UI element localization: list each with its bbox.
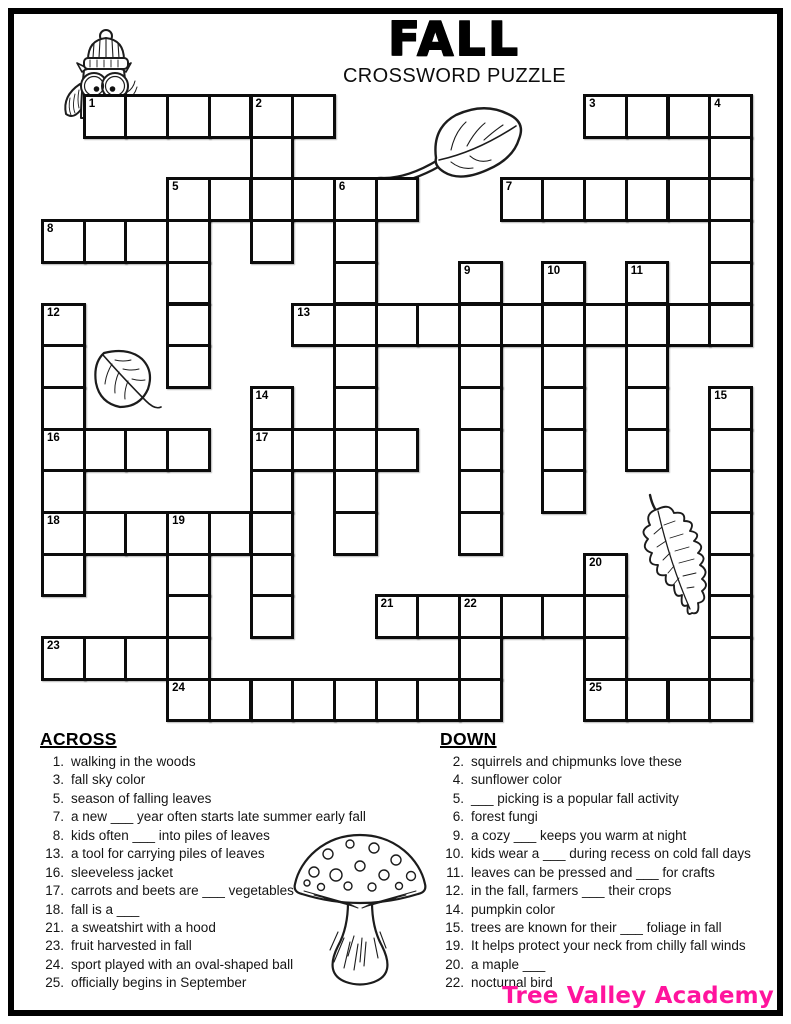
grid-cell[interactable] xyxy=(208,511,253,556)
grid-cell[interactable] xyxy=(166,594,211,639)
clue-down-2 xyxy=(438,754,780,772)
grid-cell[interactable] xyxy=(708,94,753,139)
clue-number: 2. xyxy=(452,754,464,769)
grid-cell[interactable] xyxy=(166,428,211,473)
grid-cell[interactable] xyxy=(166,553,211,598)
grid-cell[interactable] xyxy=(41,344,86,389)
grid-cell[interactable] xyxy=(83,428,128,473)
grid-cell[interactable] xyxy=(625,428,670,473)
grid-cell[interactable] xyxy=(458,511,503,556)
grid-cell[interactable] xyxy=(250,469,295,514)
grid-cell[interactable] xyxy=(83,94,128,139)
cell-number: 12 xyxy=(47,306,60,319)
clue-number: 18. xyxy=(45,901,64,917)
grid-cell[interactable] xyxy=(458,303,503,348)
down-section xyxy=(438,729,780,994)
grid-cell[interactable] xyxy=(250,511,295,556)
clue-down-19 xyxy=(438,938,780,956)
grid-cell[interactable] xyxy=(41,553,86,598)
grid-cell[interactable] xyxy=(583,594,628,639)
clue-number: 19. xyxy=(445,938,464,954)
grid-cell[interactable] xyxy=(166,678,211,723)
cell-number: 7 xyxy=(505,181,513,194)
title-block xyxy=(282,12,627,88)
across-section xyxy=(38,729,436,994)
clue-number: 22. xyxy=(445,975,464,991)
grid-cell[interactable] xyxy=(625,261,670,306)
grid-cell[interactable] xyxy=(83,219,128,264)
cell-number: 4 xyxy=(714,98,721,110)
clue-text: forest fungi xyxy=(471,809,538,825)
clue-text: a tool for carrying piles of leaves xyxy=(71,846,265,862)
grid-cell[interactable] xyxy=(124,511,169,556)
clue-number: 14. xyxy=(445,901,464,917)
grid-cell[interactable] xyxy=(333,678,378,723)
cell-number: 6 xyxy=(338,181,346,194)
clue-across-8 xyxy=(38,828,436,846)
clue-number: 13. xyxy=(45,846,64,862)
clue-text: a sweatshirt with a hood xyxy=(71,919,216,935)
clue-text: a new ___ year often starts late summer early fall xyxy=(71,809,366,825)
grid-cell[interactable] xyxy=(41,469,86,514)
oak-leaf-icon xyxy=(630,493,708,625)
grid-cell[interactable] xyxy=(291,678,336,723)
grid-cell[interactable] xyxy=(333,261,378,306)
grid-cell[interactable] xyxy=(333,386,378,431)
grid-cell[interactable] xyxy=(291,94,336,139)
clue-text: kids often ___ into piles of leaves xyxy=(71,827,270,843)
grid-cell[interactable] xyxy=(250,177,295,222)
grid-cell[interactable] xyxy=(541,386,586,431)
clue-number: 12. xyxy=(445,883,464,899)
cell-number: 5 xyxy=(172,181,179,194)
page-subtitle: CROSSWORD PUZZLE xyxy=(342,64,567,87)
clue-text: in the fall, farmers ___ their crops xyxy=(471,883,672,899)
grid-cell[interactable] xyxy=(166,261,211,306)
clue-down-6 xyxy=(438,809,780,827)
grid-cell[interactable] xyxy=(583,678,628,723)
grid-cell[interactable] xyxy=(124,219,169,264)
grid-cell[interactable] xyxy=(625,678,670,723)
grid-cell[interactable] xyxy=(83,511,128,556)
clue-down-5 xyxy=(438,791,780,809)
grid-cell[interactable] xyxy=(375,594,420,639)
grid-cell[interactable] xyxy=(708,219,753,264)
clue-text: sunflower color xyxy=(471,772,562,788)
clue-across-3 xyxy=(38,772,436,790)
grid-cell[interactable] xyxy=(208,177,253,222)
grid-cell[interactable] xyxy=(291,303,336,348)
clue-number: 11. xyxy=(446,864,464,880)
clue-text: leaves can be pressed and ___ for crafts xyxy=(471,864,715,880)
grid-cell[interactable] xyxy=(458,636,503,681)
cell-number: 15 xyxy=(714,389,727,402)
cell-number: 16 xyxy=(47,431,60,444)
grid-cell[interactable] xyxy=(250,386,295,431)
clue-text: It helps protect your neck from chilly fall winds xyxy=(471,938,746,954)
grid-cell[interactable] xyxy=(500,177,545,222)
grid-cell[interactable] xyxy=(250,94,295,139)
grid-cell[interactable] xyxy=(583,177,628,222)
clue-text: officially begins in September xyxy=(71,975,247,991)
grid-cell[interactable] xyxy=(333,428,378,473)
clue-text: kids wear a ___ during recess on cold fall days xyxy=(471,846,751,862)
grid-cell[interactable] xyxy=(458,261,503,306)
grid-cell[interactable] xyxy=(41,511,86,556)
grid-cell[interactable] xyxy=(583,94,628,139)
clue-number: 8. xyxy=(52,827,64,843)
cell-number: 17 xyxy=(255,431,269,444)
grid-cell[interactable] xyxy=(166,511,211,556)
grid-cell[interactable] xyxy=(541,428,586,473)
clue-across-25 xyxy=(38,975,436,993)
clue-text: nocturnal bird xyxy=(471,975,553,991)
cell-number: 21 xyxy=(380,598,394,611)
grid-cell[interactable] xyxy=(166,303,211,348)
grid-cell[interactable] xyxy=(667,177,712,222)
grid-cell[interactable] xyxy=(333,511,378,556)
clue-down-14 xyxy=(438,902,780,920)
grid-cell[interactable] xyxy=(708,636,753,681)
cell-number: 23 xyxy=(47,640,60,653)
grid-cell[interactable] xyxy=(41,303,86,348)
clue-across-13 xyxy=(38,846,436,864)
across-header: ACROSS xyxy=(40,729,117,749)
grid-cell[interactable] xyxy=(541,594,586,639)
down-clues xyxy=(438,754,780,994)
grid-cell[interactable] xyxy=(250,136,295,181)
grid-cell[interactable] xyxy=(166,636,211,681)
grid-cell[interactable] xyxy=(333,344,378,389)
grid-cell[interactable] xyxy=(41,219,86,264)
grid-cell[interactable] xyxy=(708,553,753,598)
clue-number: 20. xyxy=(445,956,464,972)
cell-number: 10 xyxy=(547,264,561,277)
grid-cell[interactable] xyxy=(208,678,253,723)
grid-cell[interactable] xyxy=(124,428,169,473)
cell-number: 18 xyxy=(47,515,60,527)
grid-cell[interactable] xyxy=(583,303,628,348)
brand-text: Tree Valley Academy xyxy=(502,983,774,1009)
grid-cell[interactable] xyxy=(250,219,295,264)
clue-number: 6. xyxy=(452,809,464,825)
grid-cell[interactable] xyxy=(458,386,503,431)
grid-cell[interactable] xyxy=(375,303,420,348)
cell-number: 24 xyxy=(172,681,185,694)
grid-cell[interactable] xyxy=(625,177,670,222)
clue-number: 24. xyxy=(45,956,64,972)
grid-cell[interactable] xyxy=(166,177,211,222)
grid-cell[interactable] xyxy=(541,344,586,389)
clue-text: ___ picking is a popular fall activity xyxy=(471,790,679,806)
clue-across-16 xyxy=(38,865,436,883)
grid-cell[interactable] xyxy=(458,678,503,723)
grid-cell[interactable] xyxy=(708,136,753,181)
grid-cell[interactable] xyxy=(458,428,503,473)
grid-cell[interactable] xyxy=(708,594,753,639)
grid-cell[interactable] xyxy=(667,94,712,139)
grid-cell[interactable] xyxy=(583,636,628,681)
clue-down-10 xyxy=(438,846,780,864)
grid-cell[interactable] xyxy=(583,553,628,598)
clue-number: 7. xyxy=(52,809,64,825)
cell-number: 8 xyxy=(47,223,54,236)
clue-text: sport played with an oval-shaped ball xyxy=(71,956,294,972)
clue-across-21 xyxy=(38,920,436,938)
clue-text: carrots and beets are ___ vegetables xyxy=(71,883,294,899)
grid-cell[interactable] xyxy=(541,261,586,306)
clue-text: a maple ___ xyxy=(471,956,546,972)
clue-across-18 xyxy=(38,902,436,920)
clue-down-9 xyxy=(438,828,780,846)
grid-cell[interactable] xyxy=(541,303,586,348)
grid-cell[interactable] xyxy=(333,303,378,348)
grid-cell[interactable] xyxy=(166,344,211,389)
grid-cell[interactable] xyxy=(291,428,336,473)
grid-cell[interactable] xyxy=(124,636,169,681)
grid-cell[interactable] xyxy=(166,219,211,264)
grid-cell[interactable] xyxy=(708,469,753,514)
clue-number: 25. xyxy=(45,975,64,991)
grid-cell[interactable] xyxy=(41,386,86,431)
grid-cell[interactable] xyxy=(708,386,753,431)
clue-across-24 xyxy=(38,957,436,975)
cell-number: 14 xyxy=(255,389,269,402)
clue-text: pumpkin color xyxy=(471,901,556,917)
grid-cell[interactable] xyxy=(625,344,670,389)
grid-cell[interactable] xyxy=(541,469,586,514)
grid-cell[interactable] xyxy=(625,94,670,139)
clue-text: fall sky color xyxy=(71,772,146,788)
clue-across-23 xyxy=(38,938,436,956)
clue-number: 9. xyxy=(452,827,464,843)
clue-across-7 xyxy=(38,809,436,827)
clue-text: fall is a ___ xyxy=(71,901,140,917)
grid-cell[interactable] xyxy=(208,94,253,139)
down-header: DOWN xyxy=(440,729,497,749)
cell-number: 1 xyxy=(88,98,96,110)
cell-number: 11 xyxy=(630,264,643,277)
clue-down-12 xyxy=(438,883,780,901)
grid-cell[interactable] xyxy=(708,261,753,306)
grid-cell[interactable] xyxy=(458,469,503,514)
grid-cell[interactable] xyxy=(333,469,378,514)
grid-cell[interactable] xyxy=(250,553,295,598)
grid-cell[interactable] xyxy=(41,428,86,473)
clue-text: season of falling leaves xyxy=(71,790,212,806)
clue-number: 4. xyxy=(452,772,464,788)
grid-cell[interactable] xyxy=(667,678,712,723)
grid-cell[interactable] xyxy=(250,594,295,639)
grid-cell[interactable] xyxy=(124,94,169,139)
cell-number: 3 xyxy=(589,98,596,110)
clue-across-5 xyxy=(38,791,436,809)
clue-number: 3. xyxy=(52,772,64,788)
grid-cell[interactable] xyxy=(541,177,586,222)
grid-cell[interactable] xyxy=(250,428,295,473)
grid-cell[interactable] xyxy=(250,678,295,723)
grid-cell[interactable] xyxy=(375,428,420,473)
grid-cell[interactable] xyxy=(458,594,503,639)
grid-cell[interactable] xyxy=(500,594,545,639)
grid-cell[interactable] xyxy=(708,303,753,348)
grid-cell[interactable] xyxy=(83,636,128,681)
clue-text: walking in the woods xyxy=(71,754,196,769)
grid-cell[interactable] xyxy=(708,177,753,222)
clue-number: 16. xyxy=(45,864,64,880)
grid-cell[interactable] xyxy=(708,428,753,473)
clue-number: 21. xyxy=(45,919,64,935)
clue-down-15 xyxy=(438,920,780,938)
clue-number: 17. xyxy=(45,883,64,899)
cell-number: 20 xyxy=(589,556,602,569)
clue-text: sleeveless jacket xyxy=(71,864,174,880)
clue-number: 1. xyxy=(52,754,64,769)
page-title: FALL xyxy=(388,12,521,66)
grid-cell[interactable] xyxy=(416,594,461,639)
clue-number: 5. xyxy=(452,790,464,806)
grid-cell[interactable] xyxy=(625,303,670,348)
cell-number: 13 xyxy=(297,306,310,319)
clue-number: 10. xyxy=(445,846,464,862)
grid-cell[interactable] xyxy=(41,636,86,681)
across-clues xyxy=(38,754,436,994)
grid-cell[interactable] xyxy=(333,219,378,264)
clue-across-17 xyxy=(38,883,436,901)
cell-number: 9 xyxy=(464,264,471,277)
grid-cell[interactable] xyxy=(166,94,211,139)
grid-cell[interactable] xyxy=(625,386,670,431)
clue-number: 15. xyxy=(445,919,464,935)
clue-across-1 xyxy=(38,754,436,772)
grid-cell[interactable] xyxy=(375,678,420,723)
clue-text: squirrels and chipmunks love these xyxy=(471,754,682,769)
grid-cell[interactable] xyxy=(667,303,712,348)
cell-number: 22 xyxy=(464,598,477,611)
clue-number: 5. xyxy=(52,790,64,806)
grid-cell[interactable] xyxy=(416,678,461,723)
grid-cell[interactable] xyxy=(708,678,753,723)
clue-text: trees are known for their ___ foliage in fall xyxy=(471,919,722,935)
clue-down-20 xyxy=(438,957,780,975)
clue-down-4 xyxy=(438,772,780,790)
cell-number: 2 xyxy=(255,98,262,110)
grid-cell[interactable] xyxy=(458,344,503,389)
clue-text: a cozy ___ keeps you warm at night xyxy=(471,827,687,843)
leaf-icon xyxy=(88,347,164,423)
grid-cell[interactable] xyxy=(500,303,545,348)
cell-number: 25 xyxy=(589,681,602,694)
clue-text: fruit harvested in fall xyxy=(71,938,192,954)
clue-down-11 xyxy=(438,865,780,883)
grid-cell[interactable] xyxy=(291,177,336,222)
grid-cell[interactable] xyxy=(333,177,378,222)
cell-number: 19 xyxy=(172,515,185,527)
grid-cell[interactable] xyxy=(416,303,461,348)
grid-cell[interactable] xyxy=(375,177,420,222)
grid-cell[interactable] xyxy=(708,511,753,556)
clue-number: 23. xyxy=(45,938,64,954)
